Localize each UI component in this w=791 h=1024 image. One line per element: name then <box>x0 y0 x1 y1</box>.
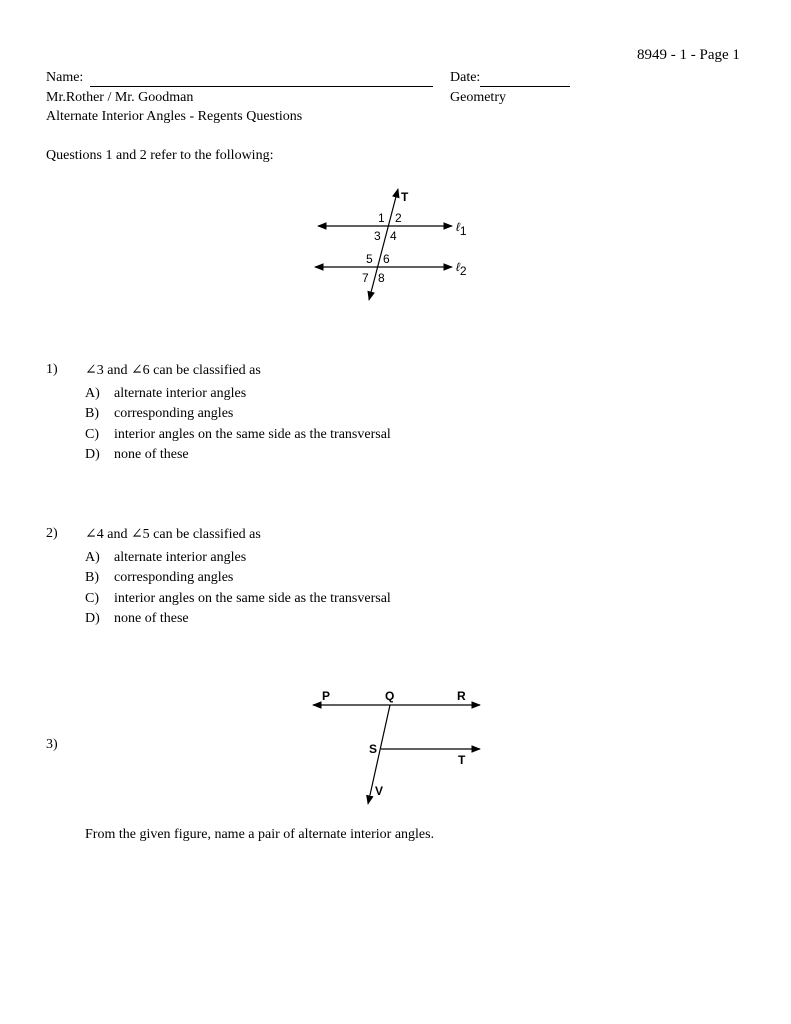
option-text: interior angles on the same side as the transversal <box>114 427 391 442</box>
line1-letter: ℓ <box>456 220 460 234</box>
line1-label <box>456 220 467 238</box>
option-letter: C) <box>85 591 99 606</box>
option-letter: A) <box>85 550 100 565</box>
option-letter: D) <box>85 611 100 626</box>
worksheet-title: Alternate Interior Angles - Regents Questions <box>46 109 303 124</box>
option-text: none of these <box>114 611 189 626</box>
point-p-label: P <box>322 689 331 703</box>
angle-5-label: 5 <box>366 252 373 266</box>
question-prompt: From the given figure, name a pair of alternate interior angles. <box>85 827 435 842</box>
angle-1-label: 1 <box>378 211 385 225</box>
option-a[interactable] <box>85 550 246 566</box>
option-letter: D) <box>85 447 100 462</box>
option-b[interactable] <box>85 570 233 586</box>
option-c[interactable] <box>85 427 391 443</box>
point-t-label: T <box>458 753 466 767</box>
option-c[interactable] <box>85 591 391 607</box>
option-d[interactable] <box>85 447 189 463</box>
intro-text: Questions 1 and 2 refer to the following: <box>46 148 274 163</box>
name-label: Name: <box>46 70 84 85</box>
point-q-label: Q <box>385 689 395 703</box>
line2-subscript: 2 <box>459 264 467 278</box>
option-a[interactable] <box>85 386 246 402</box>
teachers-line: Mr.Rother / Mr. Goodman <box>46 90 194 105</box>
option-letter: B) <box>85 570 99 585</box>
option-text: interior angles on the same side as the transversal <box>114 591 391 606</box>
question-number: 2) <box>46 526 58 541</box>
option-text: alternate interior angles <box>114 550 247 565</box>
option-letter: B) <box>85 406 99 421</box>
option-letter: A) <box>85 386 100 401</box>
date-label: Date: <box>450 70 481 85</box>
angle-6-label: 6 <box>383 252 390 266</box>
option-text: corresponding angles <box>114 406 234 421</box>
point-s-label: S <box>369 742 378 756</box>
line2-label <box>456 260 467 278</box>
option-text: alternate interior angles <box>114 386 247 401</box>
option-letter: C) <box>85 427 99 442</box>
point-r-label: R <box>457 689 466 703</box>
page-number: 8949 - 1 - Page 1 <box>637 47 740 63</box>
option-d[interactable] <box>85 611 189 627</box>
question-number: 1) <box>46 362 58 377</box>
angle-8-label: 8 <box>378 271 385 285</box>
line2-letter: ℓ <box>456 260 460 274</box>
angle-3-label: 3 <box>374 229 381 243</box>
transversal-label: T <box>401 190 409 204</box>
option-b[interactable] <box>85 406 233 422</box>
option-text: corresponding angles <box>114 570 234 585</box>
option-text: none of these <box>114 447 189 462</box>
angle-4-label: 4 <box>390 229 397 243</box>
course-name: Geometry <box>450 90 506 105</box>
question-prompt: ∠4 and ∠5 can be classified as <box>85 527 261 542</box>
question-prompt: ∠3 and ∠6 can be classified as <box>85 363 261 378</box>
point-v-label: V <box>375 784 384 798</box>
angle-7-label: 7 <box>362 271 369 285</box>
question-number: 3) <box>46 737 58 752</box>
angle-2-label: 2 <box>395 211 402 225</box>
line1-subscript: 1 <box>459 224 467 238</box>
